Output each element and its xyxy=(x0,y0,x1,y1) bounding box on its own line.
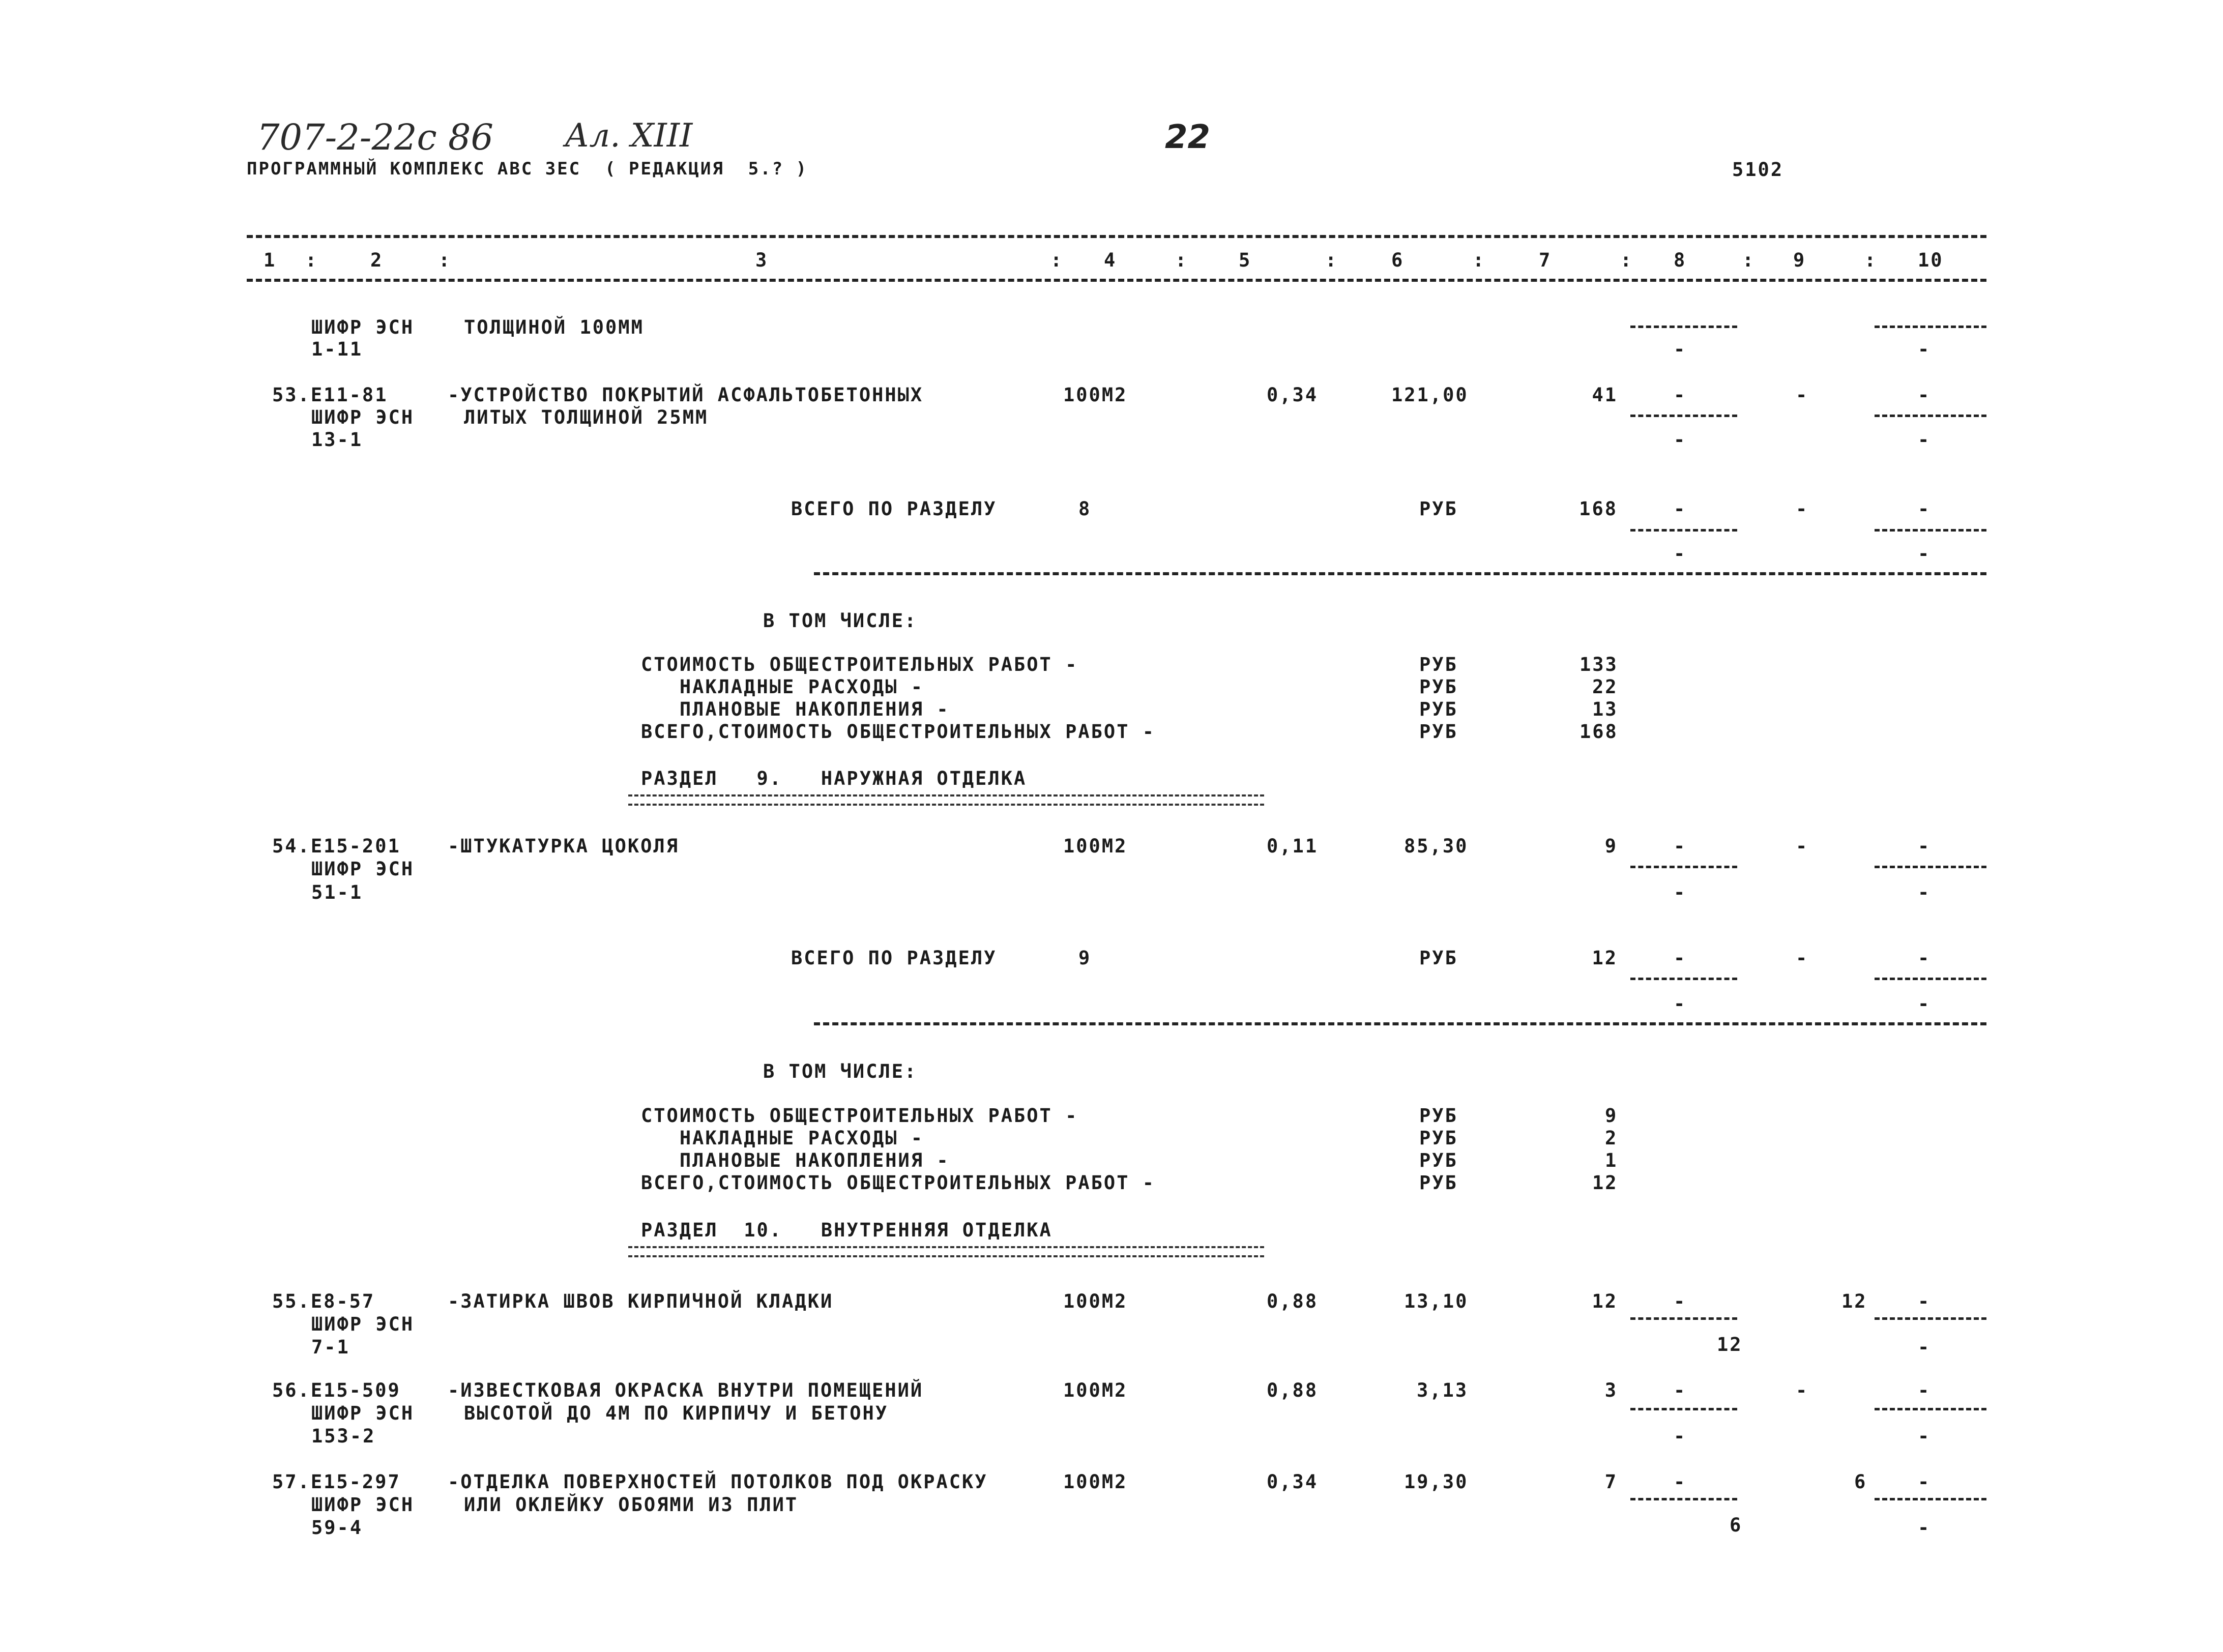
c8-line xyxy=(1630,1498,1737,1500)
item-shifr-code: 59-4 xyxy=(311,1517,363,1539)
item-c9: 12 xyxy=(1841,1290,1867,1312)
col-7: 7 xyxy=(1539,249,1552,271)
c8-line xyxy=(1630,978,1737,980)
breakdown-value: 22 xyxy=(1592,676,1618,698)
item-unit: 100М2 xyxy=(1063,1290,1128,1312)
section-total-value: 168 xyxy=(1579,498,1618,520)
section-total-value: 12 xyxy=(1592,947,1618,969)
breakdown-value: 13 xyxy=(1592,698,1618,720)
item-price: 13,10 xyxy=(1404,1290,1469,1312)
col-sep: : xyxy=(1175,249,1188,271)
col-3: 3 xyxy=(755,249,769,271)
item-id: 55.Е8-57 xyxy=(272,1290,375,1312)
section-total-number: 8 xyxy=(1078,498,1092,520)
c8-sub-dash: - xyxy=(1674,429,1687,451)
breakdown-unit: РУБ xyxy=(1419,654,1458,675)
section-total-unit: РУБ xyxy=(1419,947,1458,969)
item-unit: 100М2 xyxy=(1063,1471,1128,1493)
section-underline xyxy=(628,794,1264,806)
item-desc-2: ВЫСОТОЙ ДО 4М ПО КИРПИЧУ И БЕТОНУ xyxy=(464,1402,889,1424)
handwritten-sheet: Ал. XIII xyxy=(565,117,693,155)
col-8: 8 xyxy=(1674,249,1687,271)
breakdown-label: ПЛАНОВЫЕ НАКОПЛЕНИЯ - xyxy=(641,1149,950,1171)
breakdown-unit: РУБ xyxy=(1419,698,1458,720)
col-sep: : xyxy=(305,249,318,271)
col-1: 1 xyxy=(264,249,277,271)
carry-shifr-label: ШИФР ЭСН xyxy=(311,316,415,338)
c8-line xyxy=(1630,415,1737,417)
section-total-c8: - xyxy=(1674,498,1687,520)
section-total-c10: - xyxy=(1918,498,1931,520)
item-c9: - xyxy=(1796,835,1809,857)
col-2: 2 xyxy=(370,249,384,271)
item-unit: 100М2 xyxy=(1063,835,1128,857)
breakdown-unit: РУБ xyxy=(1419,721,1458,743)
section-total-c10: - xyxy=(1918,947,1931,969)
item-price: 19,30 xyxy=(1404,1471,1469,1493)
col-9: 9 xyxy=(1793,249,1806,271)
c8-sub-dash: - xyxy=(1674,1425,1687,1447)
including-label: В ТОМ ЧИСЛЕ: xyxy=(763,610,918,632)
c8-sub-dash: - xyxy=(1674,993,1687,1015)
carry-c8-dash: - xyxy=(1674,338,1687,360)
col-5: 5 xyxy=(1239,249,1252,271)
item-shifr-label: ШИФР ЭСН xyxy=(311,1313,415,1335)
breakdown-label: ВСЕГО,СТОИМОСТЬ ОБЩЕСТРОИТЕЛЬНЫХ РАБОТ - xyxy=(641,1172,1156,1194)
item-price: 121,00 xyxy=(1391,384,1469,406)
c10-line xyxy=(1875,866,1986,868)
breakdown-unit: РУБ xyxy=(1419,676,1458,698)
item-c10: - xyxy=(1918,835,1931,857)
section-total-c9: - xyxy=(1796,498,1809,520)
c10-sub-dash: - xyxy=(1918,1336,1931,1358)
item-c8: - xyxy=(1674,835,1687,857)
item-desc: -ШТУКАТУРКА ЦОКОЛЯ xyxy=(448,835,679,857)
c10-line xyxy=(1875,1317,1986,1320)
breakdown-value: 9 xyxy=(1605,1105,1618,1127)
c8-line xyxy=(1630,1408,1737,1410)
item-desc-2: ИЛИ ОКЛЕЙКУ ОБОЯМИ ИЗ ПЛИТ xyxy=(464,1494,799,1516)
c8-sub-dash: - xyxy=(1674,543,1687,565)
c10-sub-dash: - xyxy=(1918,543,1931,565)
item-total: 3 xyxy=(1604,1379,1618,1401)
item-shifr-code: 51-1 xyxy=(311,881,363,903)
item-c10: - xyxy=(1918,1379,1931,1401)
item-shifr-code: 153-2 xyxy=(311,1425,376,1447)
item-c10: - xyxy=(1918,1471,1931,1493)
c10-sub-dash: - xyxy=(1918,881,1931,903)
c10-line xyxy=(1875,978,1986,980)
section-total-c8: - xyxy=(1674,947,1687,969)
including-label: В ТОМ ЧИСЛЕ: xyxy=(763,1060,918,1082)
col-sep: : xyxy=(1864,249,1878,271)
col-4: 4 xyxy=(1104,249,1117,271)
item-c8: - xyxy=(1674,384,1687,406)
item-shifr-label: ШИФР ЭСН xyxy=(311,406,415,428)
item-c9: - xyxy=(1796,1379,1809,1401)
breakdown-unit: РУБ xyxy=(1419,1127,1458,1149)
c10-line xyxy=(1875,1498,1986,1500)
breakdown-label: ПЛАНОВЫЕ НАКОПЛЕНИЯ - xyxy=(641,698,950,720)
section-total-rule xyxy=(814,1022,1986,1025)
c10-sub-dash: - xyxy=(1918,429,1931,451)
item-qty: 0,11 xyxy=(1267,835,1319,857)
breakdown-value: 1 xyxy=(1605,1149,1618,1171)
item-desc: -УСТРОЙСТВО ПОКРЫТИЙ АСФАЛЬТОБЕТОННЫХ xyxy=(448,384,924,406)
item-total: 7 xyxy=(1604,1471,1618,1493)
carry-c10-dash: - xyxy=(1918,338,1931,360)
item-qty: 0,34 xyxy=(1267,1471,1319,1493)
page-number: 22 xyxy=(1165,119,1211,156)
item-c10: - xyxy=(1918,1290,1931,1312)
c8-line xyxy=(1630,1317,1737,1320)
item-qty: 0,88 xyxy=(1267,1379,1319,1401)
item-c8: - xyxy=(1674,1379,1687,1401)
section-total-label: ВСЕГО ПО РАЗДЕЛУ xyxy=(791,498,997,520)
breakdown-label: СТОИМОСТЬ ОБЩЕСТРОИТЕЛЬНЫХ РАБОТ - xyxy=(641,1105,1078,1127)
item-shifr-label: ШИФР ЭСН xyxy=(311,858,415,880)
item-shifr-code: 13-1 xyxy=(311,429,363,451)
c10-line xyxy=(1875,529,1986,532)
c8-sub-dash: - xyxy=(1674,881,1687,903)
c10-line xyxy=(1875,415,1986,417)
breakdown-unit: РУБ xyxy=(1419,1172,1458,1194)
breakdown-value: 2 xyxy=(1605,1127,1618,1149)
item-qty: 0,34 xyxy=(1267,384,1319,406)
breakdown-value: 12 xyxy=(1592,1172,1618,1194)
item-desc-2: ЛИТЫХ ТОЛЩИНОЙ 25ММ xyxy=(464,406,709,428)
carry-c10-line xyxy=(1875,326,1986,328)
item-total: 41 xyxy=(1592,384,1618,406)
breakdown-label: СТОИМОСТЬ ОБЩЕСТРОИТЕЛЬНЫХ РАБОТ - xyxy=(641,654,1078,675)
section-total-c9: - xyxy=(1796,947,1809,969)
section-total-label: ВСЕГО ПО РАЗДЕЛУ xyxy=(791,947,997,969)
item-c9: 6 xyxy=(1854,1471,1867,1493)
item-desc: -ИЗВЕСТКОВАЯ ОКРАСКА ВНУТРИ ПОМЕЩЕНИЙ xyxy=(448,1379,924,1401)
handwritten-code: 707-2-22с 86 xyxy=(257,116,494,158)
doc-number: 5102 xyxy=(1732,159,1784,181)
header-bottom-rule xyxy=(247,279,1986,282)
item-price: 85,30 xyxy=(1404,835,1469,857)
item-c8-sub: 6 xyxy=(1730,1514,1743,1536)
item-price: 3,13 xyxy=(1417,1379,1469,1401)
section-total-rule xyxy=(814,572,1986,575)
item-id: 57.Е15-297 xyxy=(272,1471,401,1493)
item-c10: - xyxy=(1918,384,1931,406)
section-total-number: 9 xyxy=(1078,947,1092,969)
section-heading: РАЗДЕЛ 9. НАРУЖНАЯ ОТДЕЛКА xyxy=(641,768,1027,789)
c8-line xyxy=(1630,866,1737,868)
program-line: ПРОГРАММНЫЙ КОМПЛЕКС АВС 3ЕС ( РЕДАКЦИЯ 5.? ) xyxy=(247,159,808,179)
item-desc: -ОТДЕЛКА ПОВЕРХНОСТЕЙ ПОТОЛКОВ ПОД ОКРАСКУ xyxy=(448,1471,988,1493)
breakdown-label: НАКЛАДНЫЕ РАСХОДЫ - xyxy=(641,676,924,698)
item-shifr-label: ШИФР ЭСН xyxy=(311,1402,415,1424)
item-id: 54.Е15-201 xyxy=(272,835,401,857)
section-heading: РАЗДЕЛ 10. ВНУТРЕННЯЯ ОТДЕЛКА xyxy=(641,1219,1052,1241)
col-sep: : xyxy=(1742,249,1756,271)
col-sep: : xyxy=(1473,249,1486,271)
carry-shifr-code: 1-11 xyxy=(311,338,363,360)
c10-line xyxy=(1875,1408,1986,1410)
breakdown-label: ВСЕГО,СТОИМОСТЬ ОБЩЕСТРОИТЕЛЬНЫХ РАБОТ - xyxy=(641,721,1156,743)
item-shifr-code: 7-1 xyxy=(311,1336,350,1358)
breakdown-value: 168 xyxy=(1579,721,1618,743)
c8-line xyxy=(1630,529,1737,532)
header-top-rule xyxy=(247,235,1986,238)
item-id: 56.Е15-509 xyxy=(272,1379,401,1401)
item-total: 9 xyxy=(1604,835,1618,857)
breakdown-value: 133 xyxy=(1579,654,1618,675)
carry-desc: ТОЛЩИНОЙ 100ММ xyxy=(464,316,644,338)
col-sep: : xyxy=(438,249,452,271)
item-unit: 100М2 xyxy=(1063,1379,1128,1401)
breakdown-unit: РУБ xyxy=(1419,1105,1458,1127)
item-qty: 0,88 xyxy=(1267,1290,1319,1312)
item-c8: - xyxy=(1674,1471,1687,1493)
col-sep: : xyxy=(1325,249,1338,271)
item-c8-sub: 12 xyxy=(1717,1334,1743,1355)
col-6: 6 xyxy=(1391,249,1405,271)
col-sep: : xyxy=(1620,249,1633,271)
carry-c8-line xyxy=(1630,326,1737,328)
section-underline xyxy=(628,1246,1264,1257)
c10-sub-dash: - xyxy=(1918,1517,1931,1539)
col-10: 10 xyxy=(1918,249,1944,271)
section-total-unit: РУБ xyxy=(1419,498,1458,520)
item-desc: -ЗАТИРКА ШВОВ КИРПИЧНОЙ КЛАДКИ xyxy=(448,1290,834,1312)
item-shifr-label: ШИФР ЭСН xyxy=(311,1494,415,1516)
c10-sub-dash: - xyxy=(1918,993,1931,1015)
breakdown-label: НАКЛАДНЫЕ РАСХОДЫ - xyxy=(641,1127,924,1149)
item-id: 53.Е11-81 xyxy=(272,384,388,406)
item-unit: 100М2 xyxy=(1063,384,1128,406)
breakdown-unit: РУБ xyxy=(1419,1149,1458,1171)
col-sep: : xyxy=(1050,249,1064,271)
c10-sub-dash: - xyxy=(1918,1425,1931,1447)
item-total: 12 xyxy=(1592,1290,1618,1312)
item-c9: - xyxy=(1796,384,1809,406)
item-c8: - xyxy=(1674,1290,1687,1312)
